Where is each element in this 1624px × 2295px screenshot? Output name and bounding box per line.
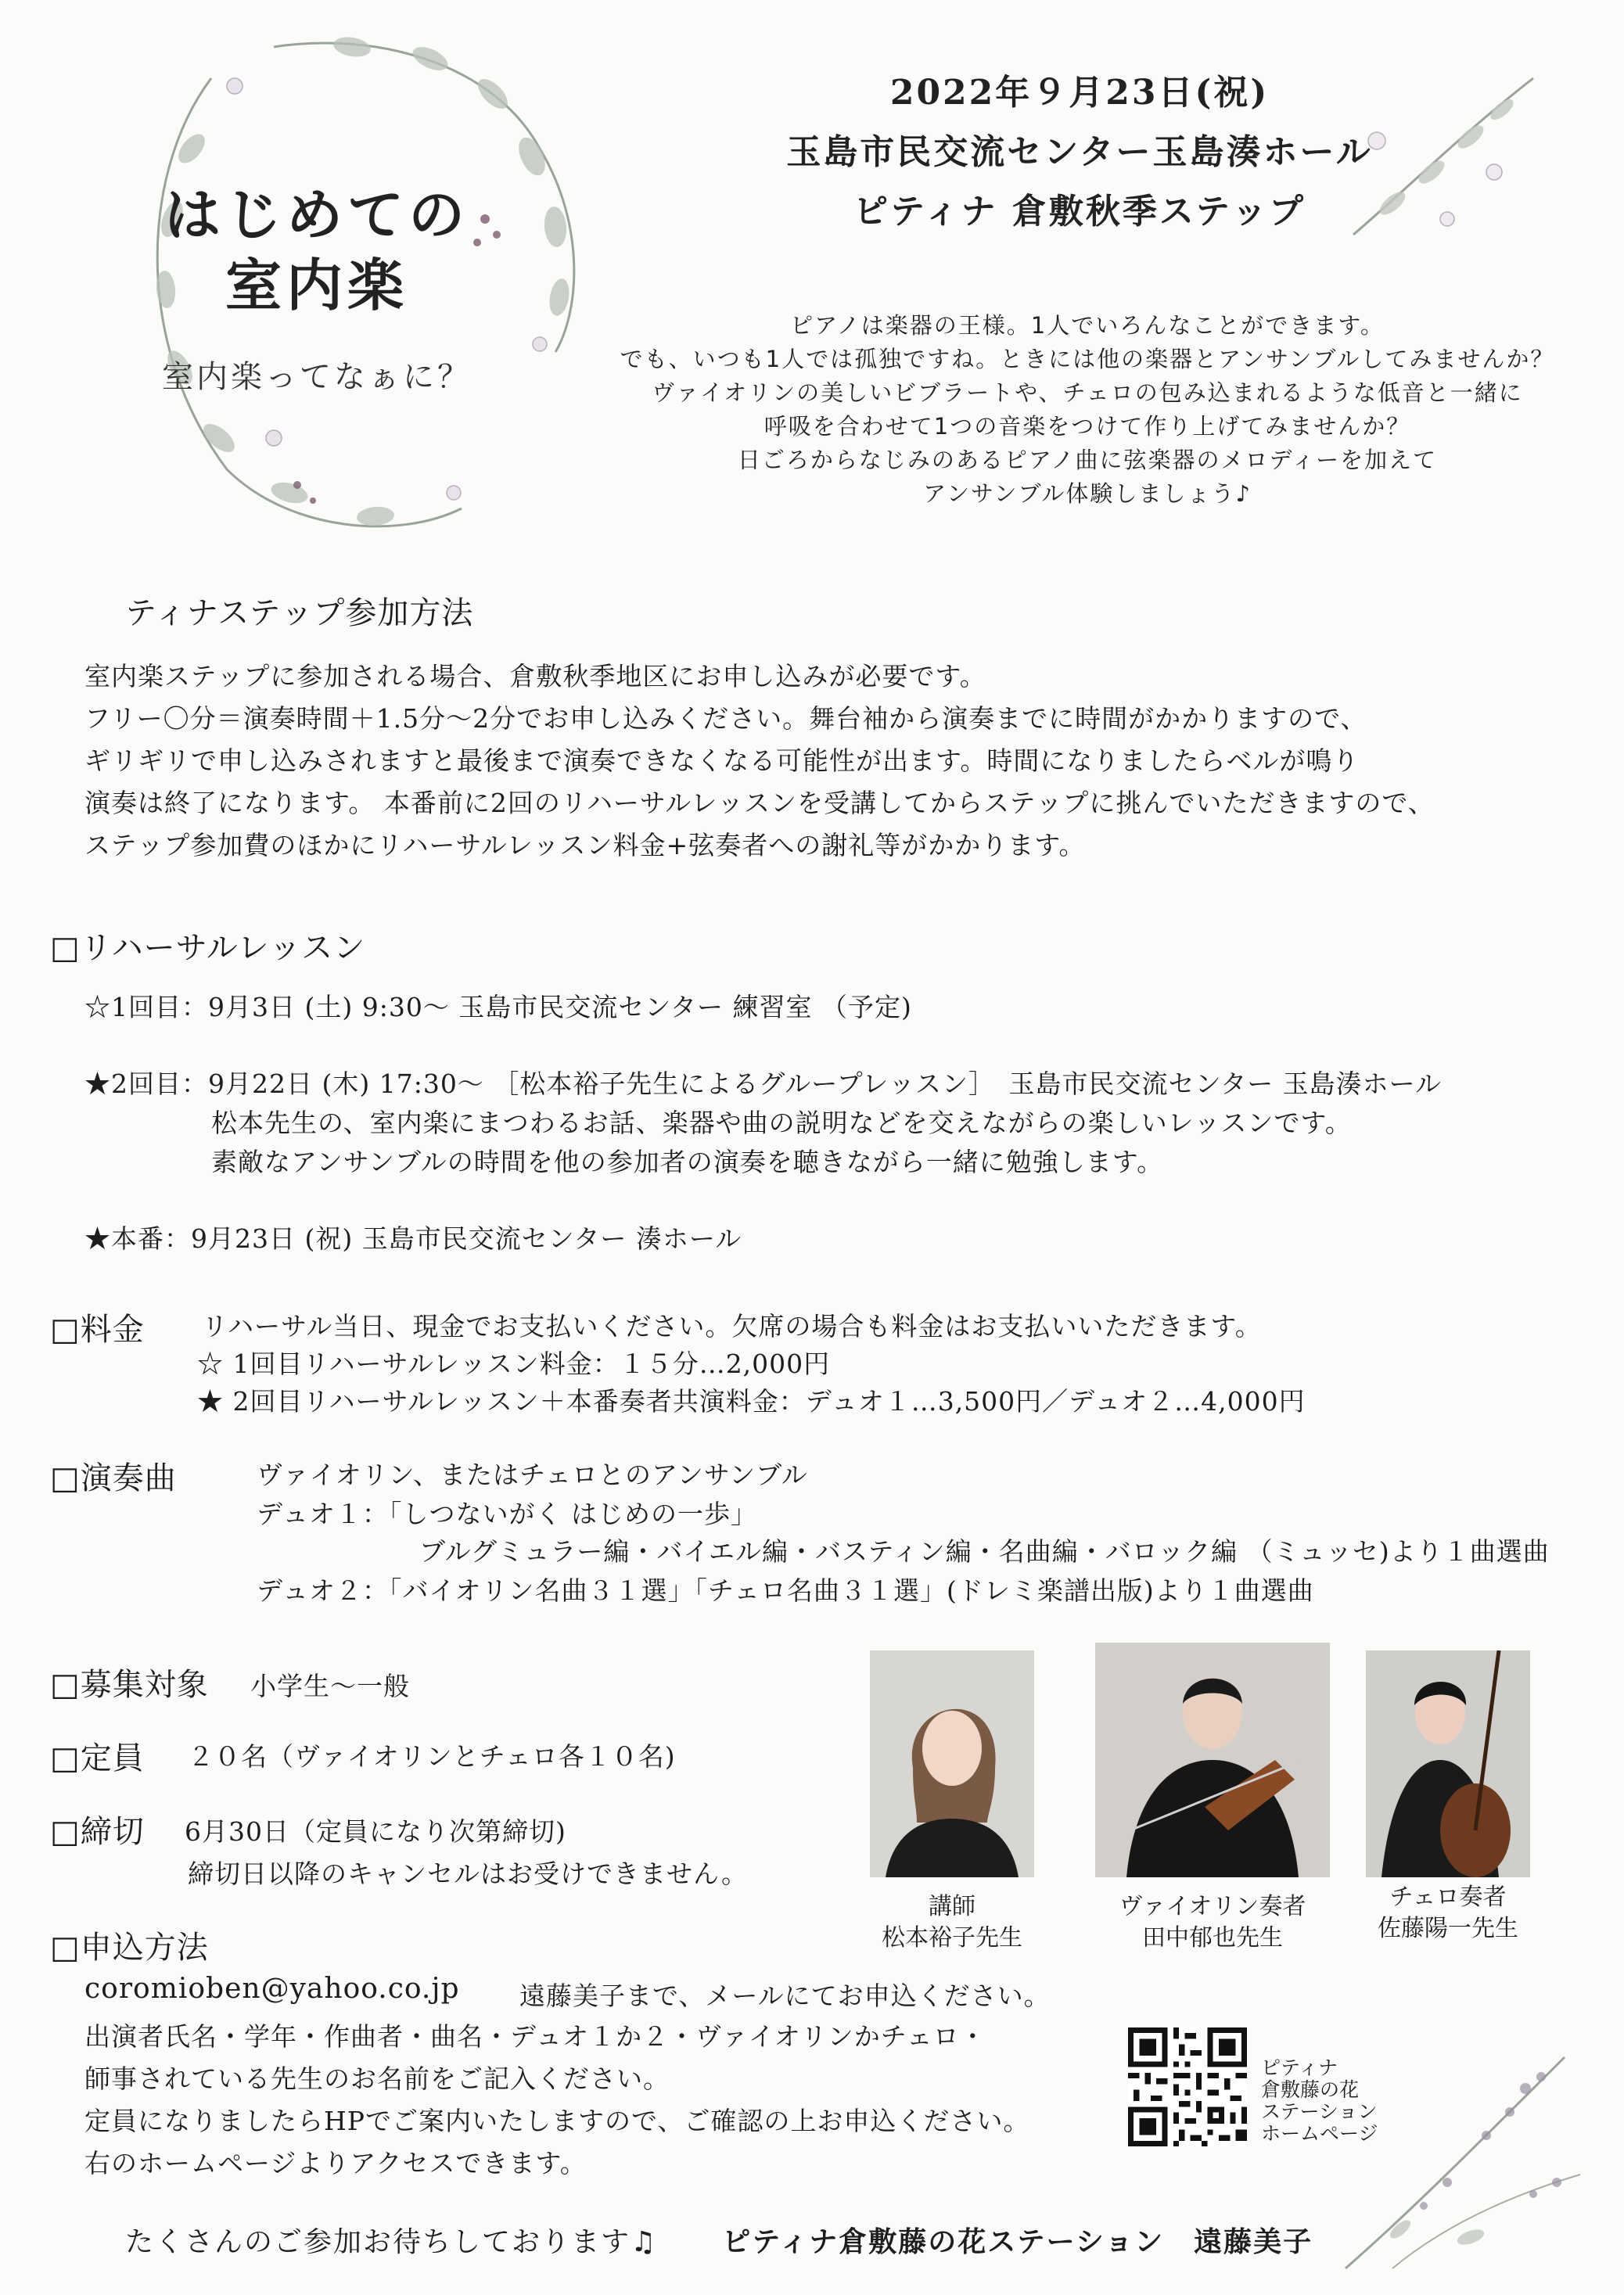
- title-line-1: はじめての: [163, 181, 469, 248]
- instructor-role: 講師: [929, 1893, 975, 1920]
- fee-note: リハーサル当日、現金でお支払いください。欠席の場合も料金はお支払いいただきます。: [202, 1311, 1262, 1341]
- cellist-role: チェロ奏者: [1389, 1884, 1507, 1911]
- fee-item-1: ☆ 1回目リハーサルレッスン料金：１５分…2,000円: [197, 1349, 831, 1379]
- how-to-line: 演奏は終了になります。 本番前に2回のリハーサルレッスンを受講してからステップに挑んでいただきますので、: [84, 788, 1435, 818]
- deadline-title: □締切: [50, 1814, 145, 1850]
- pieces-line-3: ブルグミュラー編・バイエル編・バスティン編・名曲編・バロック編 （ミュッセ)より１曲選曲: [419, 1536, 1550, 1567]
- cellist-photo: [1366, 1650, 1530, 1877]
- footer-message: たくさんのご参加お待ちしております♫: [125, 2226, 658, 2258]
- instructor-caption: [845, 1891, 1059, 1954]
- apply-line-1: 出演者氏名・学年・作曲者・曲名・デュオ１か２・ヴァイオリンかチェロ・: [84, 2021, 986, 2052]
- qr-label-line: ホームページ: [1261, 2122, 1378, 2145]
- target-title: □募集対象: [50, 1667, 209, 1703]
- apply-line-2: 師事されている先生のお名前をご記入ください。: [84, 2063, 670, 2094]
- title-subtitle: 室内楽ってなぁに？: [162, 359, 472, 395]
- how-to-line: 室内楽ステップに参加される場合、倉敷秋季地区にお申し込みが必要です。: [84, 661, 986, 691]
- how-to-text: [84, 655, 1435, 867]
- violinist-name: 田中郁也先生: [1142, 1924, 1283, 1952]
- deadline-value: 6月30日（定員になり次第締切): [185, 1816, 566, 1847]
- intro-line: ヴァイオリンの美しいビブラートや、チェロの包み込まれるような低音と一緒に: [652, 379, 1523, 406]
- pieces-line-4: デュオ２：「バイオリン名曲３１選」「チェロ名曲３１選」(ドレミ楽譜出版)より１曲選曲: [257, 1575, 1314, 1606]
- how-to-line: フリー〇分＝演奏時間＋1.5分〜2分でお申し込みください。舞台袖から演奏までに時間がかかりますので、: [84, 703, 1367, 734]
- capacity-title: □定員: [50, 1740, 145, 1776]
- apply-email-note: 遠藤美子まで、メールにてお申込ください。: [519, 1981, 1051, 2011]
- apply-email: coromioben@yahoo.co.jp: [84, 1973, 460, 2005]
- apply-title: □申込方法: [50, 1930, 209, 1966]
- rehearsal-second-note-1: 松本先生の、室内楽にまつわるお話、楽器や曲の説明などを交えながらの楽しいレッスンです。: [211, 1108, 1352, 1138]
- apply-line-3: 定員になりましたらHPでご案内いたしますので、ご確認の上お申込ください。: [84, 2106, 1030, 2136]
- cellist-caption: [1342, 1882, 1554, 1945]
- pieces-title: □演奏曲: [50, 1460, 177, 1496]
- how-to-line: ギリギリで申し込みされますと最後まで演奏できなくなる可能性が出ます。時間になりましたらベルが鳴り: [84, 745, 1360, 776]
- cellist-name: 佐藤陽一先生: [1378, 1915, 1518, 1942]
- how-to-title: ティナステップ参加方法: [125, 595, 474, 631]
- title-line-2: 室内楽: [225, 252, 408, 318]
- rehearsal-title: □リハーサルレッスン: [50, 930, 366, 966]
- rehearsal-second: ★2回目：9月22日 (木) 17:30〜 ［松本裕子先生によるグループレッスン］ 玉島市民交流センター 玉島湊ホール: [84, 1068, 1443, 1099]
- event-date: 2022年９月23日(祝): [889, 73, 1270, 113]
- violinist-photo: [1095, 1643, 1330, 1877]
- intro-line: 呼吸を合わせて1つの音楽をつけて作り上げてみませんか？: [763, 413, 1411, 440]
- deadline-note: 締切日以降のキャンセルはお受けできません。: [188, 1859, 748, 1889]
- target-value: 小学生〜一般: [250, 1671, 410, 1701]
- apply-line-4: 右のホームページよりアクセスできます。: [84, 2148, 587, 2178]
- qr-label-line: ピティナ: [1261, 2056, 1338, 2079]
- fee-item-2: ★ 2回目リハーサルレッスン＋本番奏者共演料金：デュオ１…3,500円／デュオ２…4,000円: [197, 1386, 1306, 1417]
- violinist-role: ヴァイオリン奏者: [1119, 1893, 1306, 1920]
- fee-title: □料金: [50, 1312, 145, 1348]
- instructor-name: 松本裕子先生: [882, 1924, 1022, 1952]
- floral-spray-bottom-decoration: [1330, 2042, 1588, 2276]
- pieces-line-2: デュオ１：「しつないがく はじめの一歩」: [257, 1499, 757, 1529]
- rehearsal-first: ☆1回目：9月3日 (土) 9:30〜 玉島市民交流センター 練習室 （予定): [84, 992, 912, 1022]
- capacity-value: ２０名（ヴァイオリンとチェロ各１０名): [188, 1741, 676, 1772]
- intro-line: でも、いつも1人では孤独ですね。ときには他の楽器とアンサンブルしてみませんか？: [620, 346, 1555, 372]
- footer: [125, 2220, 1313, 2260]
- qr-code-icon[interactable]: [1128, 2027, 1247, 2146]
- violinist-caption: [1080, 1891, 1346, 1954]
- rehearsal-main: ★本番：9月23日 (祝) 玉島市民交流センター 湊ホール: [84, 1223, 742, 1254]
- intro-text: [595, 309, 1580, 511]
- intro-line: アンサンブル体験しましょう♪: [923, 480, 1252, 507]
- how-to-line: ステップ参加費のほかにリハーサルレッスン料金+弦奏者への謝礼等がかかります。: [84, 830, 1086, 860]
- event-venue: 玉島市民交流センター玉島湊ホール: [786, 132, 1373, 172]
- instructor-photo: [870, 1650, 1034, 1877]
- qr-label-line: 倉敷藤の花: [1261, 2078, 1360, 2101]
- qr-label-line: ステーション: [1261, 2100, 1378, 2123]
- footer-organizer: ピティナ倉敷藤の花ステーション 遠藤美子: [722, 2225, 1313, 2258]
- pieces-line-1: ヴァイオリン、またはチェロとのアンサンブル: [257, 1460, 808, 1490]
- intro-line: ピアノは楽器の王様。1人でいろんなことができます。: [790, 312, 1385, 339]
- rehearsal-second-note-2: 素敵なアンサンブルの時間を他の参加者の演奏を聴きながら一緒に勉強します。: [211, 1147, 1164, 1177]
- intro-line: 日ごろからなじみのあるピアノ曲に弦楽器のメロディーを加えて: [737, 447, 1438, 473]
- event-name: ピティナ 倉敷秋季ステップ: [853, 192, 1306, 232]
